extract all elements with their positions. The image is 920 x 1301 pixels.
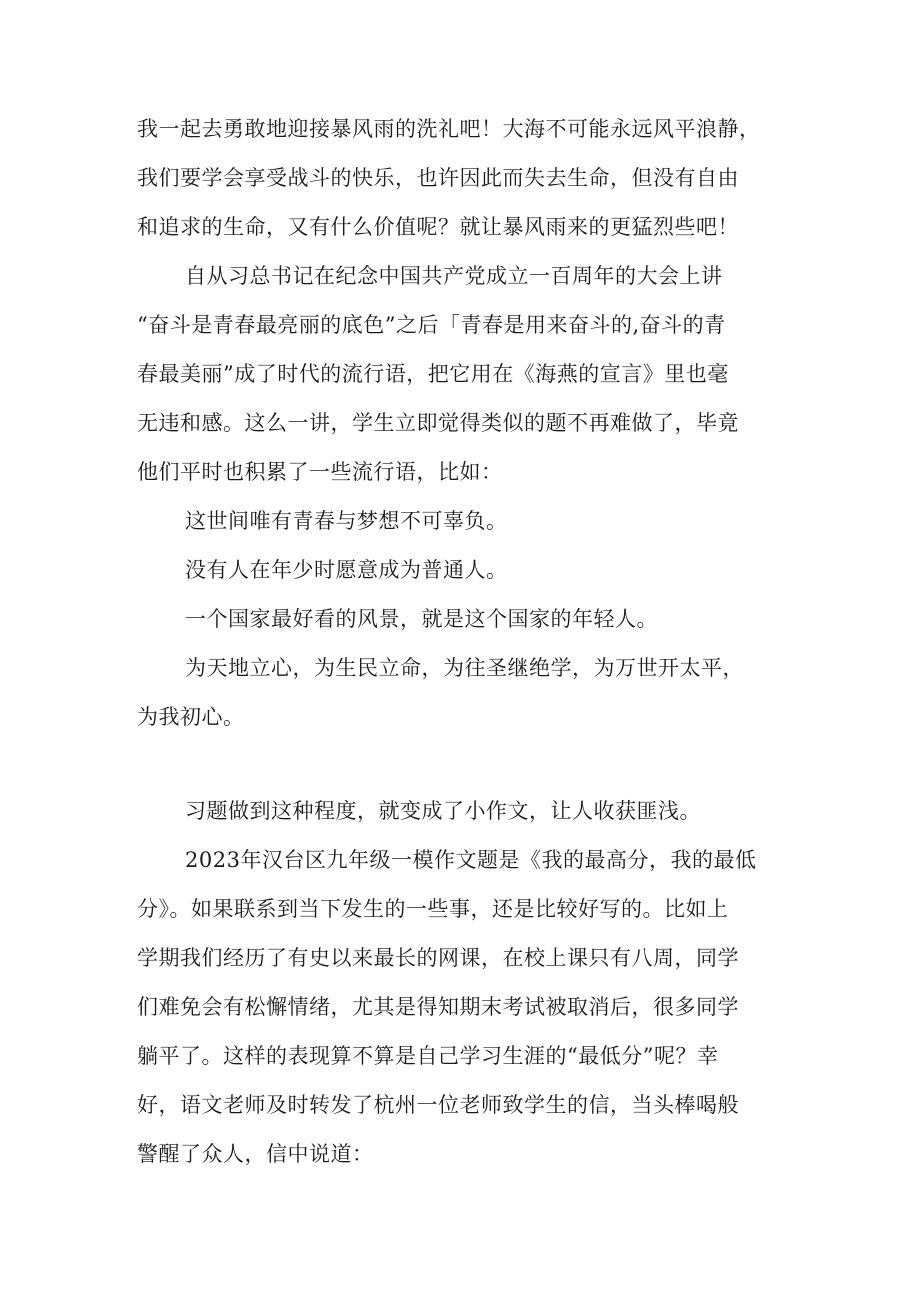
text-line: 春最美丽”成了时代的流行语，把它用在《海燕的宣言》里也毫	[137, 362, 729, 386]
text-line: 好，语文老师及时转发了杭州一位老师致学生的信，当头棒喝般	[137, 1093, 739, 1117]
text-line: 我一起去勇敢地迎接暴风雨的洗礼吧！大海不可能永远风平浪静，	[137, 117, 761, 141]
text-line: 自从习总书记在纪念中国共产党成立一百周年的大会上讲	[185, 264, 723, 288]
text-line: 警醒了众人，信中说道：	[137, 1142, 374, 1166]
text-line: 为天地立心，为生民立命，为往圣继绝学，为万世开太平，	[185, 656, 744, 680]
text-line: 无违和感。这么一讲，学生立即觉得类似的题不再难做了，毕竟	[137, 411, 739, 435]
text-line: 这世间唯有青春与梦想不可辜负。	[185, 509, 508, 533]
text-line: 躺平了。这样的表现算不算是自己学习生涯的“最低分”呢？幸	[137, 1044, 719, 1068]
text-line: 一个国家最好看的风景，就是这个国家的年轻人。	[185, 607, 658, 631]
text-line: 分》。如果联系到当下发生的一些事，还是比较好写的。比如上	[137, 897, 729, 921]
text-line: 为我初心。	[137, 705, 245, 729]
text-line: 学期我们经历了有史以来最长的网课，在校上课只有八周，同学	[137, 946, 739, 970]
text-line: 他们平时也积累了一些流行语，比如：	[137, 460, 503, 484]
text-line: 和追求的生命，又有什么价值呢？就让暴风雨来的更猛烈些吧！	[137, 215, 739, 239]
text-line: 2023年汉台区九年级一模作文题是《我的最高分，我的最低	[185, 848, 757, 872]
text-line: 我们要学会享受战斗的快乐，也许因此而失去生命，但没有自由	[137, 166, 739, 190]
text-line: “奋斗是青春最亮丽的底色”之后「青春是用来奋斗的,奋斗的青	[137, 313, 726, 337]
text-line: 习题做到这种程度，就变成了小作文，让人收获匪浅。	[185, 799, 701, 823]
text-line: 们难免会有松懈情绪，尤其是得知期末考试被取消后，很多同学	[137, 995, 739, 1019]
text-line: 没有人在年少时愿意成为普通人。	[185, 558, 508, 582]
